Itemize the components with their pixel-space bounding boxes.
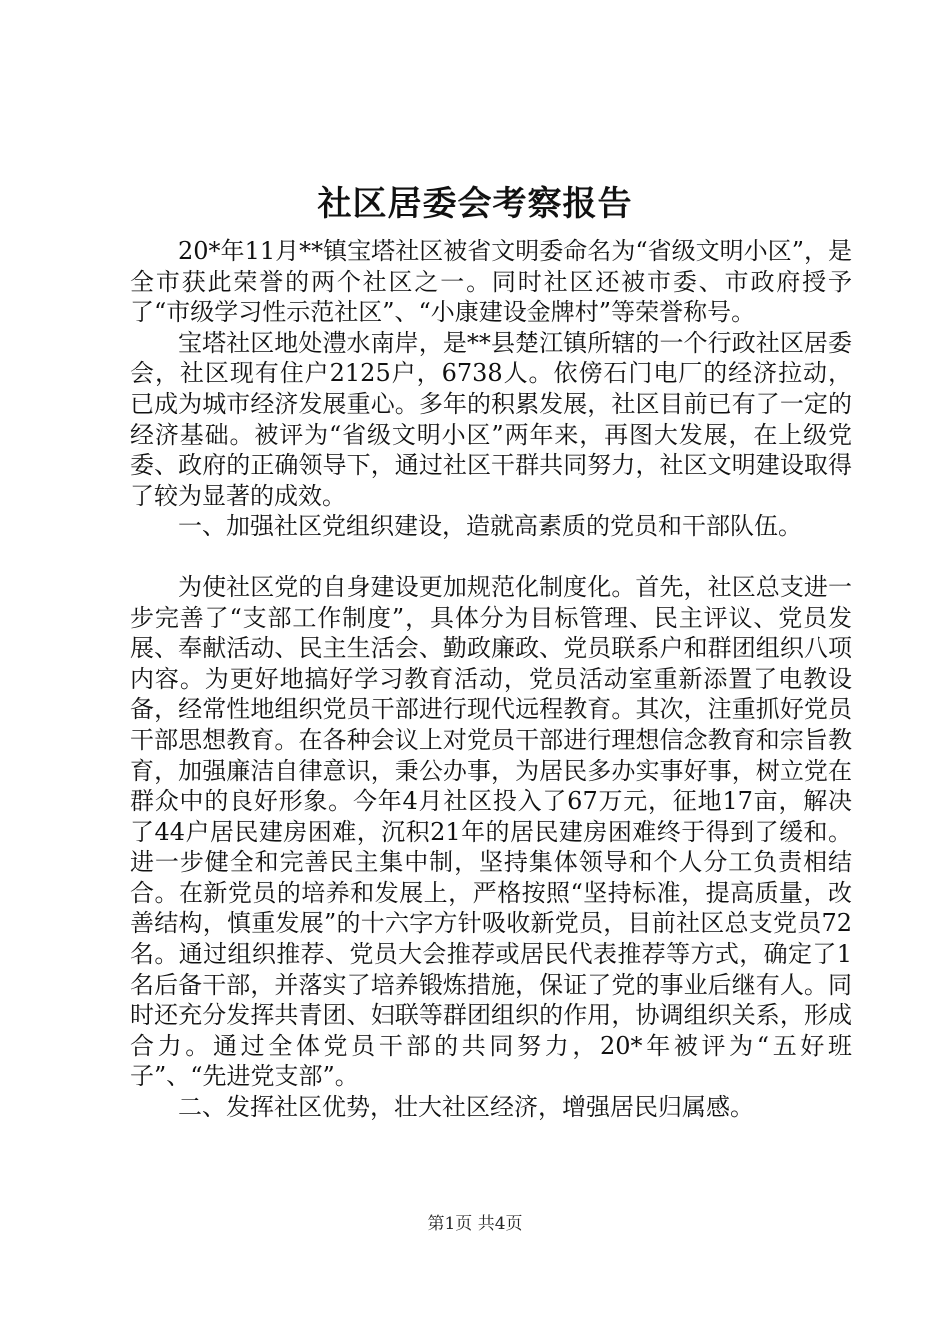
section-1-heading: 一、加强社区党组织建设，造就高素质的党员和干部队伍。 (178, 512, 802, 541)
intro-paragraph-1: 20*年11月**镇宝塔社区被省文明委命名为“省级文明小区”，是全市获此荣誉的两个社区之一。同时社区还被市委、市政府授予了“市级学习性示范社区”、“小康建设金牌村”等荣誉称号。 (130, 237, 852, 327)
document-title: 社区居委会考察报告 (317, 184, 633, 224)
section-1-paragraph: 为使社区党的自身建设更加规范化制度化。首先，社区总支进一步完善了“支部工作制度”，具体分为目标管理、民主评议、党员发展、奉献活动、民主生活会、勤政廉政、党员联系户和群团组织八项内容。为更好地搞好学习教育活动，党员活动室重新添置了电教设备，经常性地组织党员干部进行现代远程教育。其次，注重抓好党员干部思想教育。在各种会议上对党员干部进行理想信念教育和宗旨教育，加强廉洁自律意识，秉公办事，为居民多办实事好事，树立党在群众中的良好形象。今年4月社区投入了67万元，征地17亩，解决了44户居民建房困难，沉积21年的居民建房困难终于得到了缓和。进一步健全和完善民主集中制，坚持集体领导和个人分工负责相结合。在新党员的培养和发展上，严格按照“坚持标准，提高质量，改善结构，慎重发展”的十六字方针吸收新党员，目前社区总支党员72名。通过组织推荐、党员大会推荐或居民代表推荐等方式，确定了1名后备干部，并落实了培养锻炼措施，保证了党的事业后继有人。同时还充分发挥共青团、妇联等群团组织的作用，协调组织关系，形成合力。通过全体党员干部的共同努力，20*年被评为“五好班子”、“先进党支部”。 (130, 572, 852, 1091)
page-number-footer: 第1页 共4页 (427, 1214, 523, 1234)
blank-line (130, 542, 852, 572)
section-2-heading: 二、发挥社区优势，壮大社区经济，增强居民归属感。 (178, 1093, 754, 1122)
document-body (130, 236, 852, 1123)
intro-paragraph-2: 宝塔社区地处澧水南岸，是**县楚江镇所辖的一个行政社区居委会，社区现有住户2125户，6738人。依傍石门电厂的经济拉动，已成为城市经济发展重心。多年的积累发展，社区目前已有了一定的经济基础。被评为“省级文明小区”两年来，再图大发展，在上级党委、政府的正确领导下，通过社区干群共同努力，社区文明建设取得了较为显著的成效。 (130, 328, 852, 510)
